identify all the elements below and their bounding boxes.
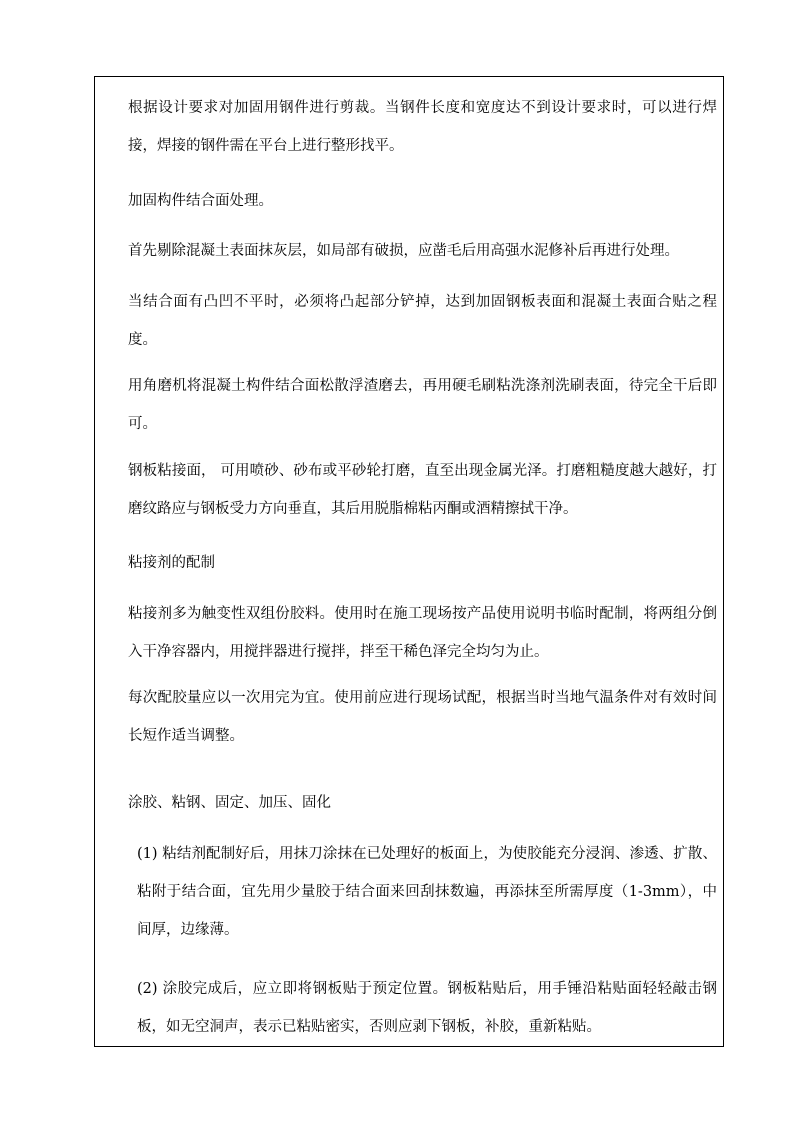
paragraph-step-2: (2) 涂胶完成后，应立即将钢板贴于预定位置。钢板粘贴后，用手锤沿粘贴面轻轻敲击钢板，如无空洞声，表示已粘贴密实，否则应剥下钢板，补胶，重新粘贴。 <box>137 981 717 1035</box>
paragraph-interface-treatment-heading: 加固构件结合面处理。 <box>128 193 273 209</box>
paragraph-adhesive-mixing: 粘接剂多为触变性双组份胶料。使用时在施工现场按产品使用说明书临时配制，将两组分倒入干净容器内，用搅拌器进行搅拌，拌至干稀色泽完全均匀为止。 <box>128 606 717 660</box>
paragraph-steel-bonding-surface: 钢板粘接面， 可用喷砂、砂布或平砂轮打磨，直至出现金属光泽。打磨粗糙度越大越好，打磨纹路应与钢板受力方向垂直，其后用脱脂棉粘丙酮或酒精擦拭干净。 <box>128 463 717 517</box>
paragraph-adhesive-quantity: 每次配胶量应以一次用完为宜。使用前应进行现场试配，根据当时当地气温条件对有效时间长短作适当调整。 <box>128 690 717 744</box>
paragraph-adhesive-preparation-heading: 粘接剂的配制 <box>128 555 215 571</box>
paragraph-grinding-concrete: 用角磨机将混凝土构件结合面松散浮渣磨去，再用硬毛刷粘洗涤剂洗刷表面，待完全干后即可。 <box>128 378 717 432</box>
document-table-frame <box>94 76 724 1047</box>
paragraph-remove-plaster: 首先剔除混凝土表面抹灰层，如局部有破损，应凿毛后用高强水泥修补后再进行处理。 <box>128 243 679 259</box>
paragraph-steel-cutting: 根据设计要求对加固用钢件进行剪裁。当钢件长度和宽度达不到设计要求时，可以进行焊接，焊接的钢件需在平台上进行整形找平。 <box>128 100 717 154</box>
paragraph-gluing-heading: 涂胶、粘钢、固定、加压、固化 <box>128 795 331 811</box>
paragraph-uneven-surface: 当结合面有凸凹不平时，必须将凸起部分铲掉，达到加固钢板表面和混凝土表面合贴之程度。 <box>128 294 717 348</box>
paragraph-step-1: (1) 粘结剂配制好后，用抹刀涂抹在已处理好的板面上，为使胶能充分浸润、渗透、扩散、粘附于结合面，宜先用少量胶于结合面来回刮抹数遍，再添抹至所需厚度（1-3mm），中间厚，边缘薄。 <box>137 846 717 938</box>
